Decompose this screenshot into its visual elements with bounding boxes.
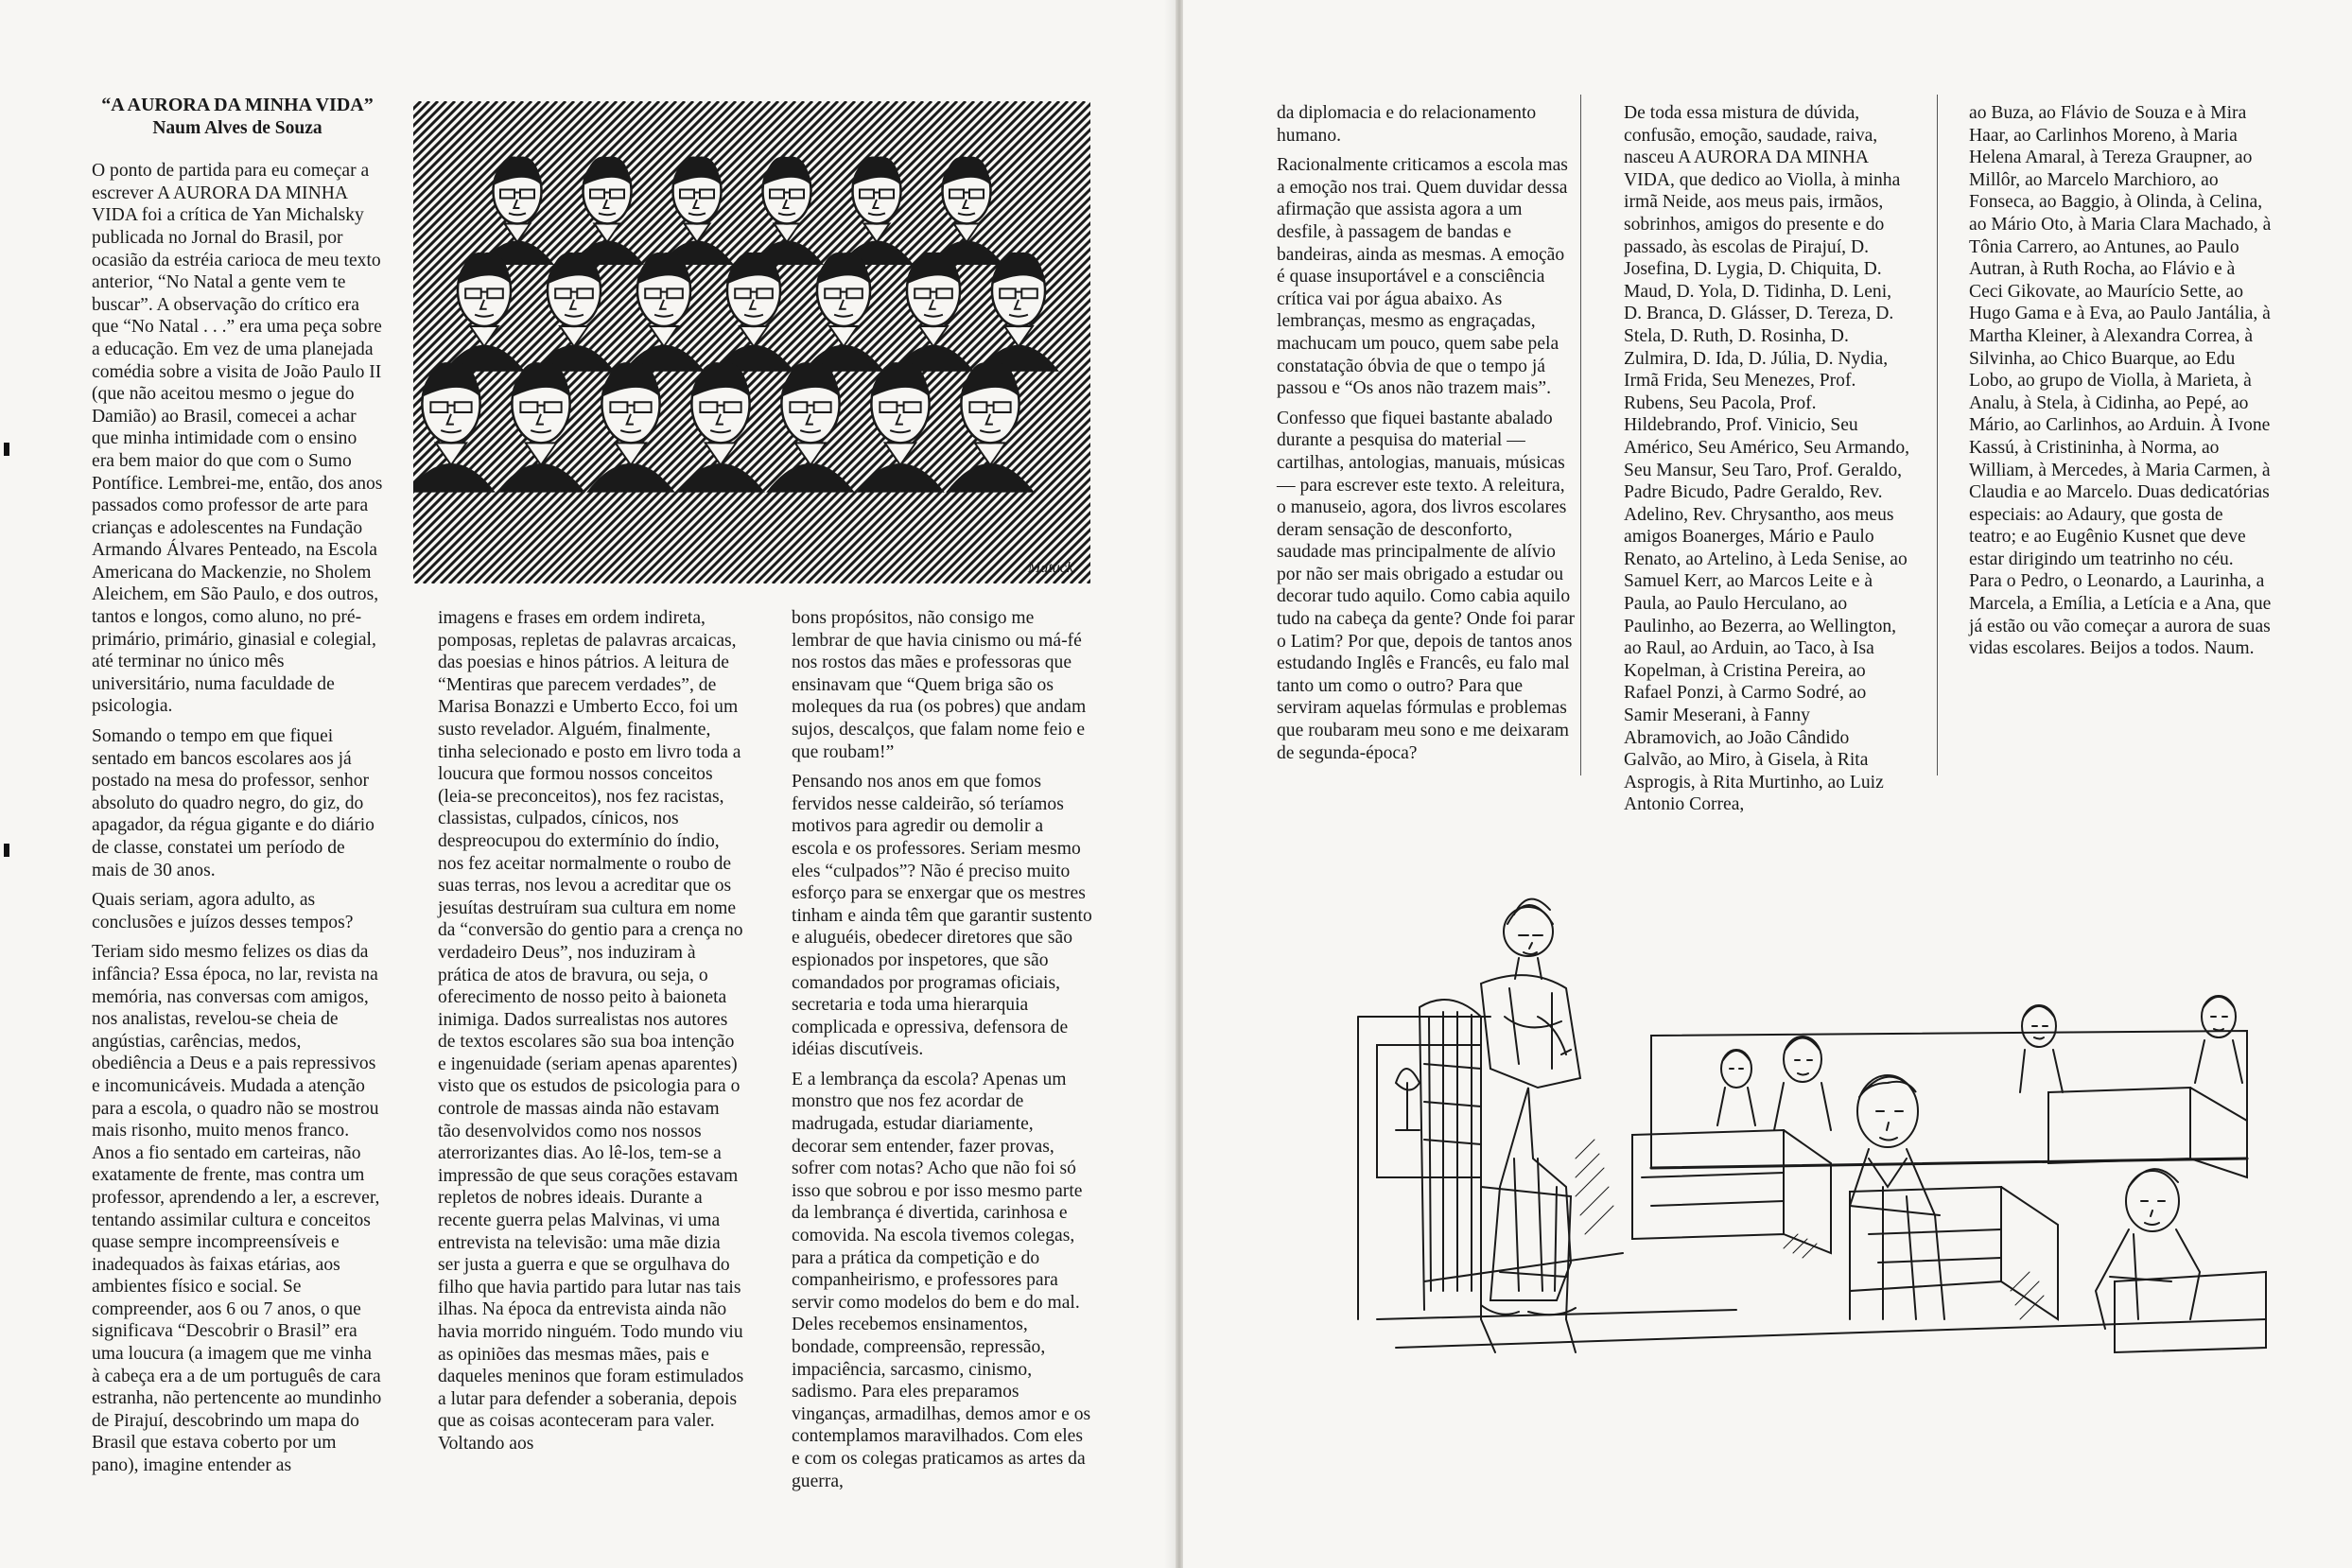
- paragraph: Quais seriam, agora adulto, as conclusões e juízos desses tempos?: [92, 890, 354, 932]
- illustrator-signature: Matuck: [1028, 560, 1073, 576]
- paragraph: imagens e frases em ordem indireta, pomposas, repletas de palavras arcaicas, das poesias e hinos pátrios. A leitura de “Mentiras que parecem verdades”, de Marisa Bonazzi e Umberto Ecco, foi um susto revelador. Alguém, finalmente, tinha selecionado e posto em livro toda a loucura que formou nossos conceitos (leia-se preconceitos), nos fez racistas, classistas, culpados, cínicos, nos despreocupou do extermínio do índio, nos fez aceitar normalmente o roubo de suas terras, nos levou a acreditar que os jesuítas destruíram sua cultura em nome da “conversão do gentio para a crença no verdadeiro Deus”, nos induziram à prática de atos de bravura, ou seja, o oferecimento de nosso peito à baioneta inimiga. Dados surrealistas nos autores de textos escolares são sua boa intenção e ingenuidade (seriam apenas aparentes) visto que os estudos de psicologia para o controle de massas ainda não estavam tão desenvolvidos como nos nossos aterrorizantes dias. Ao lê-los, tem-se a impressão de que seus corações estavam repletos de nobres ideais. Durante a recente guerra pelas Malvinas, vi uma entrevista na televisão: uma mãe dizia ser justa a guerra e que se orgulhava do filho que havia partido para lutar nas tais ilhas. Na época da entrevista ainda não havia morrido ninguém. Todo mundo viu as opiniões das mesmas mães, pais e daqueles meninos que foram estimulados a lutar para defender a soberania, depois que as coisas aconteceram para valer. Voltando aos: [438, 608, 744, 1454]
- registration-mark: [4, 443, 9, 456]
- paragraph: Somando o tempo em que fiquei sentado em bancos escolares aos já postado na mesa do professor, senhor absoluto do quadro negro, do giz, do apagador, da régua gigante e do diário de classe, constatei um período de mais de 30 anos.: [92, 726, 375, 880]
- paragraph: Teriam sido mesmo felizes os dias da infância? Essa época, no lar, revista na memória, nas conversas com amigos, nos analistas, revelou-se cheia de angústias, carências, medos, obediência a Deus e a pais repressivos e incomunicáveis. Mudada a atenção para a escola, o quadro não se mostrou mais risonho, muito menos franco. Anos a fio sentado em carteiras, não exatamente de frente, mas contra um professor, aprendendo a ler, a escrever, tentando assimilar cultura e conceitos quase sempre incompreensíveis e inadequados às faixas etárias, aos ambientes físico e social. Se compreender, aos 6 ou 7 anos, o que significava “Descobrir o Brasil” era uma loucura (a imagem que me vinha à cabeça era a de um português de cara estranha, não pertencente ao mundinho de Pirajuí, descobrindo um mapa do Brasil que estava coberto por um pano), imagine entender as: [92, 942, 382, 1476]
- left-column-1: [92, 95, 383, 1485]
- column-divider: [1580, 95, 1581, 775]
- schoolteacher-and-pupils-drawing: [1339, 875, 2285, 1367]
- paragraph: De toda essa mistura de dúvida, confusão, emoção, saudade, raiva, nasceu A AURORA DA MINHA VIDA, que dedico ao Violla, à minha irmã Neide, aos meus pais, irmãos, sobrinhos, amigos do presente e do passado, às escolas de Pirajuí, D. Josefina, D. Lygia, D. Chiquita, D. Maud, D. Yola, D. Tidinha, D. Leni, D. Branca, D. Glásser, D. Tereza, D. Stela, D. Ruth, D. Rosinha, D. Zulmira, D. Ida, D. Júlia, D. Nydia, Irmã Frida, Seu Menezes, Prof. Rubens, Seu Pacola, Prof. Hildebrando, Prof. Vinicio, Seu Américo, Seu Américo, Seu Armando, Seu Mansur, Seu Taro, Prof. Geraldo, Padre Bicudo, Padre Geraldo, Rev. Adelino, Rev. Chrysantho, aos meus amigos Boanerges, Mário e Paulo Renato, ao Artelino, à Leda Senise, ao Samuel Kerr, ao Marcos Leite e à Paula, ao Paulo Herculano, ao Paulinho, ao Bezerra, ao Wellington, ao Raul, ao Arduin, ao Taco, à Isa Kopelman, à Cristina Pereira, ao Rafael Ponzi, à Carmo Sodré, ao Samir Meserani, à Fanny Abramovich, ao João Cândido Galvão, ao Miro, à Gisela, à Rita Asprogis, à Rita Murtinho, ao Luiz Antonio Correa,: [1624, 103, 1910, 815]
- paragraph: E a lembrança da escola? Apenas um monstro que nos fez acordar de madrugada, estudar diariamente, decorar sem entender, fazer provas, sofrer com notas? Acho que não foi só isso que sobrou e por isso mesmo parte da lembrança é divertida, carinhosa e comovida. Na escola tivemos colegas, para a prática da competição e do companheirismo, e professores para servir como modelos do bem e do mal. Deles recebemos ensinamentos, bondade, compreensão, repressão, impaciência, sarcasmo, cinismo, sadismo. Para eles preparamos vinganças, armadilhas, demos amor e os contemplamos maravilhados. Com eles e com os colegas praticamos as artes da guerra,: [792, 1069, 1091, 1491]
- left-column-2: [438, 607, 745, 1455]
- paragraph: O ponto de partida para eu começar a escrever A AURORA DA MINHA VIDA foi a crítica de Yan Michalsky publicada no Jornal do Brasil, por ocasião da estréia carioca de meu texto anterior, “No Natal a gente vem te buscar”. A observação do crítico era que “No Natal . . .” era uma peça sobre a educação. Em vez de uma planejada comédia sobre a visita de João Paulo II (que não aceitou mesmo o jegue do Damião) ao Brasil, comecei a achar que minha intimidade com o ensino era bem maior do que com o Sumo Pontífice. Lembrei-me, então, dos anos passados como professor de arte para crianças e adolescentes na Fundação Armando Álvares Penteado, na Escola Americana do Mackenzie, no Sholem Aleichem, em São Paulo, e dos outros, tantos e longos, como aluno, no pré-primário, primário, ginasial e colegial, até terminar no único mês universitário, numa faculdade de psicologia.: [92, 161, 383, 717]
- article-author: Naum Alves de Souza: [152, 117, 322, 138]
- right-column-3: [1969, 102, 2274, 660]
- paragraph: ao Buza, ao Flávio de Souza e à Mira Haar, ao Carlinhos Moreno, à Maria Helena Amaral, à Tereza Graupner, ao Millôr, ao Marcelo Marchioro, ao Fonseca, ao Baggio, à Olinda, à Celina, ao Mário Oto, à Maria Clara Machado, à Tônia Carrero, ao Antunes, ao Paulo Autran, à Ruth Rocha, ao Flávio e à Ceci Gikovate, ao Maurício Sette, ao Hugo Gama e à Eva, ao Paulo Jantália, à Martha Kleiner, à Alexandra Correa, à Silvinha, ao Chico Buarque, ao Edu Lobo, ao grupo de Violla, à Marieta, à Analu, à Stela, à Cidinha, ao Pepé, ao Mário, ao Carlinhos, ao Arduin. À Ivone Kassú, à Cristininha, à Norma, ao William, à Mercedes, à Maria Carmen, à Claudia e ao Marcelo. Duas dedicatórias especiais: ao Adaury, que gosta de teatro; e ao Eugênio Kusnet que deve estar dirigindo um teatrinho no céu.: [1969, 103, 2272, 569]
- paragraph: da diplomacia e do relacionamento humano.: [1277, 103, 1537, 146]
- right-page: [1183, 0, 2352, 1568]
- page-crease: [1164, 0, 1176, 1568]
- crowd-illustration: [413, 101, 1090, 584]
- article-title: “A AURORA DA MINHA VIDA”: [101, 95, 374, 115]
- crowd-of-faces-drawing: [413, 101, 1090, 584]
- column-divider: [1937, 95, 1938, 775]
- left-column-3: [792, 607, 1092, 1492]
- paragraph: Pensando nos anos em que fomos fervidos nesse caldeirão, só teríamos motivos para agredir ou demolir a escola e os professores. Seriam mesmo eles “culpados”? Não é preciso muito esforço para se enxergar que os mestres tinham e ainda têm que garantir sustento e aluguéis, obedecer diretores que são espionados por inspetores, que são comandados por programas oficiais, secretaria e toda uma hierarquia complicada e opressiva, defensora de idéias discutíveis.: [792, 772, 1092, 1060]
- right-column-2: [1624, 102, 1909, 816]
- paragraph: Racionalmente criticamos a escola mas a emoção nos trai. Quem duvidar dessa afirmação que assista agora a um desfile, à passagem de bandas e bandeiras, ainda as mesmas. A emoção é quase insuportável e a consciência crítica vai por água abaixo. As lembranças, mesmo as engraçadas, machucam um pouco, quem sabe pela constatação óbvia de que o tempo já passou e “Os anos não trazem mais”.: [1277, 155, 1568, 399]
- registration-mark: [4, 844, 9, 857]
- paragraph: Para o Pedro, o Leonardo, a Laurinha, a Marcela, a Emília, a Letícia e a Ana, que já estão ou vão começar a aurora de suas vidas escolares. Beijos a todos. Naum.: [1969, 571, 2272, 659]
- classroom-illustration: [1339, 875, 2285, 1367]
- paragraph: bons propósitos, não consigo me lembrar de que havia cinismo ou má-fé nos rostos das mães e professoras que ensinavam que “Quem briga são os moleques da rua (os pobres) que andam sujos, descalços, que falam nome feio e que roubam!”: [792, 608, 1087, 762]
- spine-gutter: [1176, 0, 1183, 1568]
- right-column-1: [1277, 102, 1576, 764]
- paragraph: Confesso que fiquei bastante abalado durante a pesquisa do material — cartilhas, antologias, manuais, músicas — para escrever este texto. A releitura, o manuseio, agora, dos livros escolares deram sensação de desconforto, saudade mas principalmente de alívio por não ser mais obrigado a estudar ou decorar tudo aquilo. Como cabia aquilo tudo na cabeça da gente? Onde foi parar o Latim? Por que, depois de tantos anos estudando Inglês e Francês, eu falo mal tanto um como o outro? Para que serviram aquelas fórmulas e problemas que roubaram meu sono e me deixaram de segunda-época?: [1277, 408, 1575, 763]
